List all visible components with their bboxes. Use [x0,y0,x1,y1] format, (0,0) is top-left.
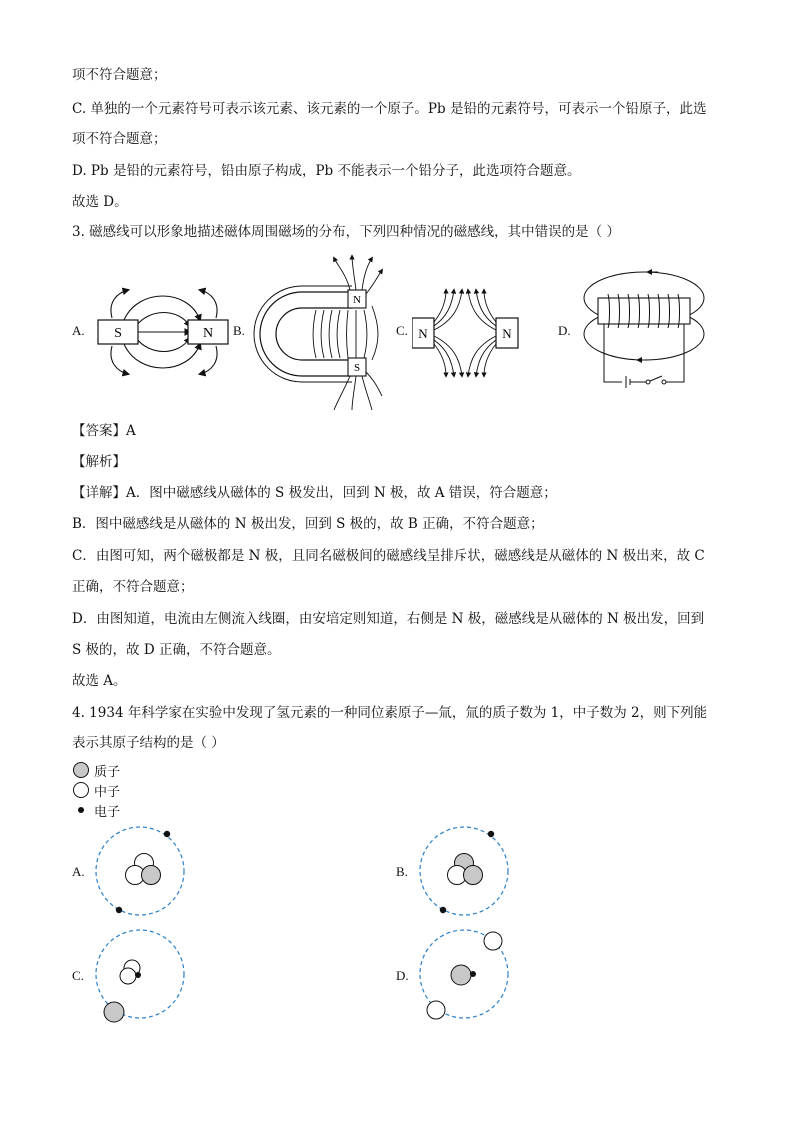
detail-line: C．由图可知，两个磁极都是 N 极，且同名磁极间的磁感线呈排斥状，磁感线是从磁体的 N 极出来，故 C [72,548,705,564]
option-label-c: C. [396,323,408,338]
q4-option-c: C. [72,968,84,983]
figure-b-horseshoe-magnet [252,252,384,412]
detail-line: 故选 A。 [72,673,127,689]
q4-option-a: A. [72,864,85,879]
option-label-d: D. [558,323,571,338]
text-line: 故选 D。 [72,194,128,210]
atom-diagram-a [92,824,192,918]
option-label-b: B. [233,323,245,338]
legend-electron [72,801,120,819]
detail-line: B．图中磁感线是从磁体的 N 极出发，回到 S 极的，故 B 正确，不符合题意； [72,516,544,532]
detail-line: 【详解】A．图中磁感线从磁体的 S 极发出，回到 N 极，故 A 错误，符合题意； [72,485,557,501]
detail-line: 正确，不符合题意； [72,579,194,595]
analysis-label: 【解析】 [72,454,126,470]
pole-n-label: N [202,326,214,341]
pole-n-label: N [502,326,512,341]
atom-diagram-c [92,928,192,1024]
q4-option-d: D. [396,968,409,983]
atom-diagram-d [416,928,516,1024]
pole-n-label: N [418,326,428,341]
text-line: C. 单独的一个元素符号可表示该元素、该元素的一个原子。Pb 是铅的元素符号，可表示一个铅原子，此选 [72,101,707,117]
answer-label: 【答案】A [72,423,136,439]
question-4-stem: 表示其原子结构的是（ ） [72,735,225,751]
legend-proton [72,761,120,779]
text-line: 项不符合题意； [72,131,167,147]
text-line: 项不符合题意； [72,67,167,83]
proton-icon [72,761,90,779]
pole-s-label: S [114,326,122,341]
pole-s-label: S [353,362,361,374]
legend-proton-label: 质子 [94,764,121,780]
atom-diagram-b [416,824,516,918]
figure-a-bar-magnet [88,278,238,388]
figure-d-solenoid [578,262,712,394]
detail-line: D．由图知道，电流由左侧流入线圈，由安培定则知道，右侧是 N 极，磁感线是从磁体的 N 极出发，回到 [72,611,705,627]
legend-neutron-label: 中子 [94,784,121,800]
figure-c-two-n-poles [412,284,524,384]
pole-n-label: N [353,294,361,306]
legend-neutron [72,781,120,799]
legend-electron-label: 电子 [94,804,121,820]
electron-icon [72,801,90,819]
question-3-stem: 3. 磁感线可以形象地描述磁体周围磁场的分布，下列四种情况的磁感线，其中错误的是（ ） [72,224,620,240]
question-4-stem: 4. 1934 年科学家在实验中发现了氢元素的一种同位素原子—氚，氚的质子数为 1，中子数为 2，则下列能 [72,705,708,721]
text-line: D. Pb 是铅的元素符号，铅由原子构成，Pb 不能表示一个铅分子，此选项符合题意。 [72,163,581,179]
option-label-a: A. [72,323,85,338]
neutron-icon [72,781,90,799]
q4-option-b: B. [396,864,408,879]
detail-line: S 极的，故 D 正确，不符合题意。 [72,642,281,658]
